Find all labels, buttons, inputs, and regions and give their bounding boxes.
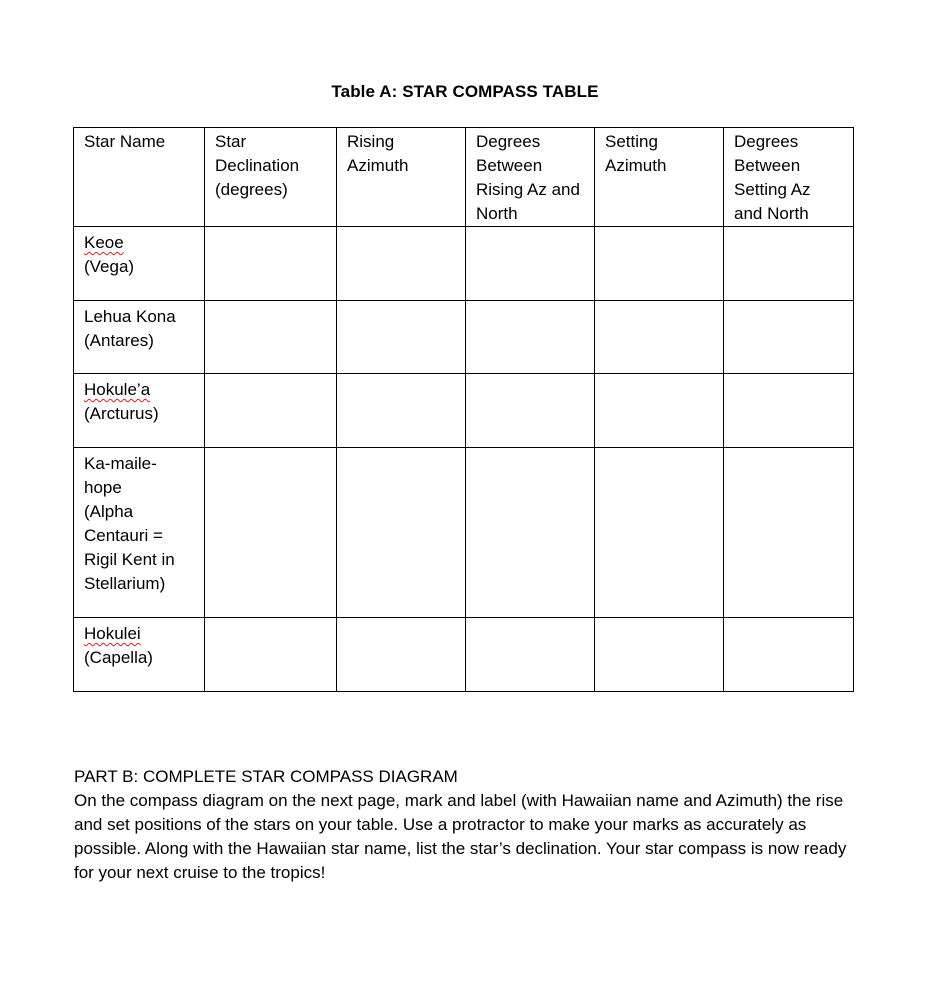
star-hawaiian-name: Hokulei <box>84 624 141 643</box>
part-b-instructions: On the compass diagram on the next page, mark and label (with Hawaiian name and Azimuth) the rise and set positions of the stars on your table. Use a protractor to make your marks as accurately as possible. Along with the Hawaiian star name, list the star’s declination. Your star compass is now ready for your next cruise to the tropics! <box>74 791 847 882</box>
star-common-name: (Vega) <box>84 257 135 276</box>
header-star-declination: Star Declination (degrees) <box>205 128 337 227</box>
rising-degrees-cell[interactable] <box>466 448 595 618</box>
rising-azimuth-cell[interactable] <box>337 374 466 448</box>
star-name-cell <box>74 448 205 618</box>
table-title: Table A: STAR COMPASS TABLE <box>331 82 599 101</box>
star-common-name: (Capella) <box>84 648 153 667</box>
setting-degrees-cell[interactable] <box>724 448 854 618</box>
part-b-heading: PART B: COMPLETE STAR COMPASS DIAGRAM <box>74 767 458 786</box>
rising-azimuth-cell[interactable] <box>337 301 466 374</box>
setting-degrees-cell[interactable] <box>724 301 854 374</box>
rising-degrees-cell[interactable] <box>466 301 595 374</box>
declination-cell[interactable] <box>205 301 337 374</box>
declination-cell[interactable] <box>205 618 337 692</box>
star-name-cell <box>74 301 205 374</box>
setting-azimuth-cell[interactable] <box>595 448 724 618</box>
rising-degrees-cell[interactable] <box>466 227 595 301</box>
header-degrees-setting-north: Degrees Between Setting Az and North <box>724 128 854 227</box>
star-name-cell <box>74 618 205 692</box>
setting-azimuth-cell[interactable] <box>595 374 724 448</box>
declination-cell[interactable] <box>205 227 337 301</box>
star-name-cell <box>74 374 205 448</box>
table-row <box>74 301 854 374</box>
table-row <box>74 227 854 301</box>
header-rising-azimuth: Rising Azimuth <box>337 128 466 227</box>
declination-cell[interactable] <box>205 374 337 448</box>
setting-azimuth-cell[interactable] <box>595 301 724 374</box>
header-degrees-rising-north: Degrees Between Rising Az and North <box>466 128 595 227</box>
rising-degrees-cell[interactable] <box>466 618 595 692</box>
table-row <box>74 448 854 618</box>
rising-azimuth-cell[interactable] <box>337 618 466 692</box>
table-header-row <box>74 128 854 227</box>
declination-cell[interactable] <box>205 448 337 618</box>
setting-degrees-cell[interactable] <box>724 374 854 448</box>
star-common-name: (Arcturus) <box>84 404 159 423</box>
star-hawaiian-name: Hokule’a <box>84 380 151 399</box>
table-row <box>74 374 854 448</box>
star-compass-table <box>73 127 854 692</box>
setting-azimuth-cell[interactable] <box>595 618 724 692</box>
rising-azimuth-cell[interactable] <box>337 448 466 618</box>
star-name-cell <box>74 227 205 301</box>
star-hawaiian-name: Lehua Kona <box>84 307 176 326</box>
star-common-name: (Alpha Centauri = Rigil Kent in Stellarium) <box>84 502 175 593</box>
header-setting-azimuth: Setting Azimuth <box>595 128 724 227</box>
setting-azimuth-cell[interactable] <box>595 227 724 301</box>
table-row <box>74 618 854 692</box>
star-common-name: (Antares) <box>84 331 154 350</box>
setting-degrees-cell[interactable] <box>724 227 854 301</box>
rising-azimuth-cell[interactable] <box>337 227 466 301</box>
star-hawaiian-name: Keoe <box>84 233 124 252</box>
part-b-section <box>74 765 864 885</box>
header-star-name: Star Name <box>74 128 205 227</box>
star-hawaiian-name: Ka-maile-hope <box>84 454 157 497</box>
rising-degrees-cell[interactable] <box>466 374 595 448</box>
setting-degrees-cell[interactable] <box>724 618 854 692</box>
